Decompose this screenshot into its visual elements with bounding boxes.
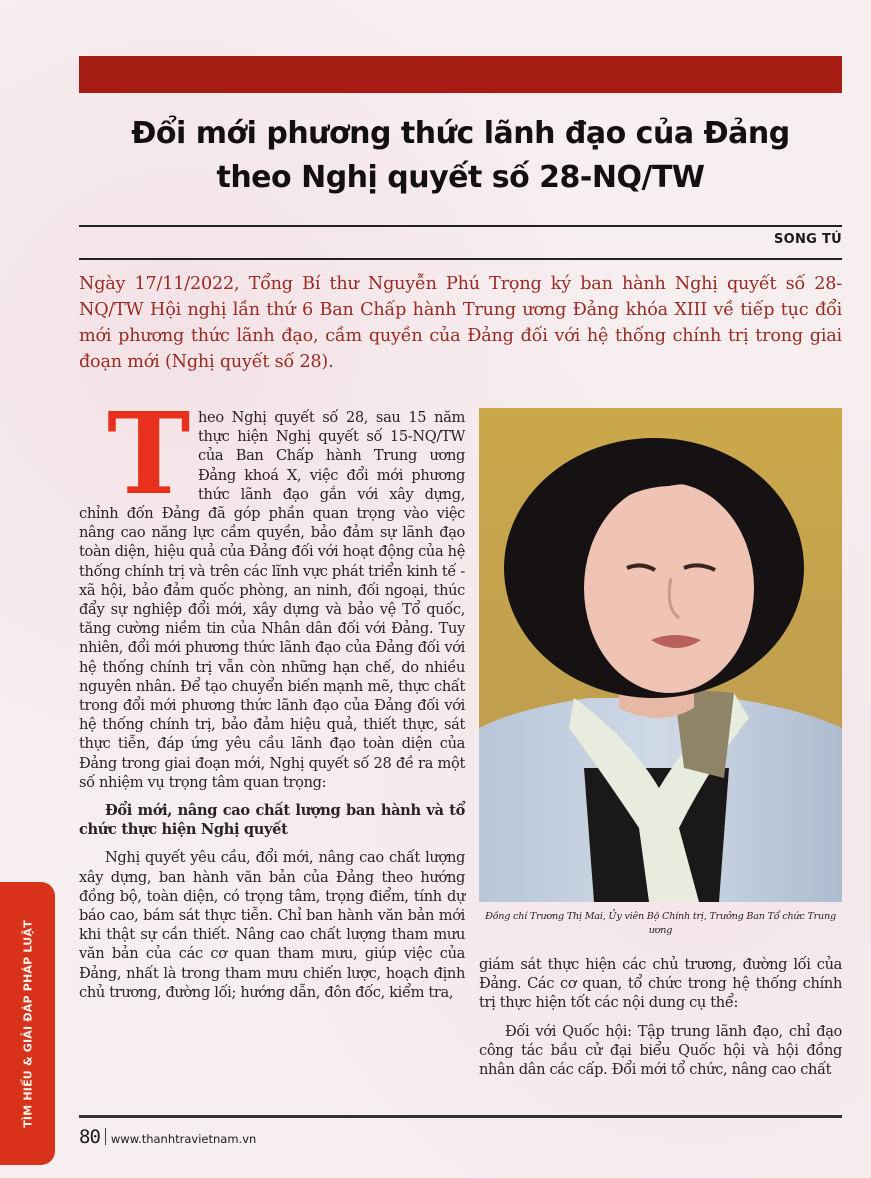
body-paragraph-3: giám sát thực hiện các chủ trương, đường lối của Đảng. Các cơ quan, tổ chức trong hệ thống chính trị thực hiện tốt các nội dung cụ thể:: [479, 956, 842, 1012]
page-footer: [79, 1126, 256, 1148]
title-rule-bottom: [79, 258, 842, 260]
section-side-tab: [0, 882, 55, 1165]
title-line-2: theo Nghị quyết số 28-NQ/TW: [216, 160, 705, 195]
body-paragraph-4: Đối với Quốc hội: Tập trung lãnh đạo, chỉ đạo công tác bầu cử đại biểu Quốc hội và hội đồng nhân dân các cấp. Đổi mới tổ chức, nâng cao chất: [479, 1022, 842, 1079]
title-rule-top: [79, 225, 842, 227]
photo-caption: Đồng chí Trương Thị Mai, Ủy viên Bộ Chính trị, Trưởng Ban Tổ chức Trung ương: [485, 911, 836, 936]
subheading: Đổi mới, nâng cao chất lượng ban hành và tổ chức thực hiện Nghị quyết: [79, 802, 465, 839]
section-tab-label: TÌM HIỂU & GIẢI ĐÁP PHÁP LUẬT: [21, 919, 34, 1128]
footer-separator: [105, 1128, 106, 1145]
title-line-1: Đổi mới phương thức lãnh đạo của Đảng: [131, 116, 790, 151]
page-number: 80: [79, 1126, 100, 1148]
portrait-illustration: [479, 408, 842, 902]
footer-rule: [79, 1115, 842, 1118]
portrait-photo: [479, 408, 842, 902]
author-byline: SONG TÚ: [773, 232, 842, 247]
body-paragraph-2: Nghị quyết yêu cầu, đổi mới, nâng cao chất lượng xây dựng, ban hành văn bản của Đảng theo hướng đồng bộ, toàn diện, có trọng tâm, trọng điểm, tính dự báo cao, bám sát thực tiễn. Chỉ ban hành văn bản mới khi thật sự cần thiết. Nâng cao chất lượng tham mưu văn bản của các cơ quan tham mưu, giúp việc của Đảng, nhất là trong tham mưu chiến lược, hoạch định chủ trương, đường lối; hướng dẫn, đôn đốc, kiểm tra,: [79, 849, 465, 1001]
website-link[interactable]: www.thanhtravietnam.vn: [110, 1132, 257, 1146]
body-paragraph-1: heo Nghị quyết số 28, sau 15 năm thực hiện Nghị quyết số 15-NQ/TW của Ban Chấp hành Trung ương Đảng khoá X, việc đổi mới phương thức lãnh đạo gắn với xây dựng, chỉnh đốn Đảng đã góp phần quan trọng vào việc nâng cao năng lực cầm quyền, bảo đảm sự lãnh đạo toàn diện, hiệu quả của Đảng đối với hoạt động của hệ thống chính trị và trên các lĩnh vực phát triển kinh tế - xã hội, bảo đảm quốc phòng, an ninh, đối ngoại, thúc đẩy sự nghiệp đổi mới, xây dựng và bảo vệ Tổ quốc, tăng cường niềm tin của Nhân dân đối với Đảng. Tuy nhiên, đổi mới phương thức lãnh đạo của Đảng đối với hệ thống chính trị vẫn còn những hạn chế, do nhiều nguyên nhân. Để tạo chuyển biến mạnh mẽ, thực chất trong đổi mới phương thức lãnh đạo của Đảng đối với hệ thống chính trị, bảo đảm hiệu quả, thiết thực, sát thực tiễn, đáp ứng yêu cầu lãnh đạo toàn diện của Đảng trong giai đoạn mới, Nghị quyết số 28 đề ra một số nhiệm vụ trọng tâm quan trọng:: [79, 409, 465, 791]
article-title: [79, 112, 842, 200]
body-column-right: [479, 955, 842, 1079]
body-column-left: [79, 389, 465, 1002]
section-header-bar: [79, 56, 842, 93]
drop-cap: T: [107, 389, 190, 520]
lead-paragraph: Ngày 17/11/2022, Tổng Bí thư Nguyễn Phú Trọng ký ban hành Nghị quyết số 28-NQ/TW Hội nghị lần thứ 6 Ban Chấp hành Trung ương Đảng khóa XIII về tiếp tục đổi mới phương thức lãnh đạo, cầm quyền của Đảng đối với hệ thống chính trị trong giai đoạn mới (Nghị quyết số 28).: [79, 274, 842, 372]
